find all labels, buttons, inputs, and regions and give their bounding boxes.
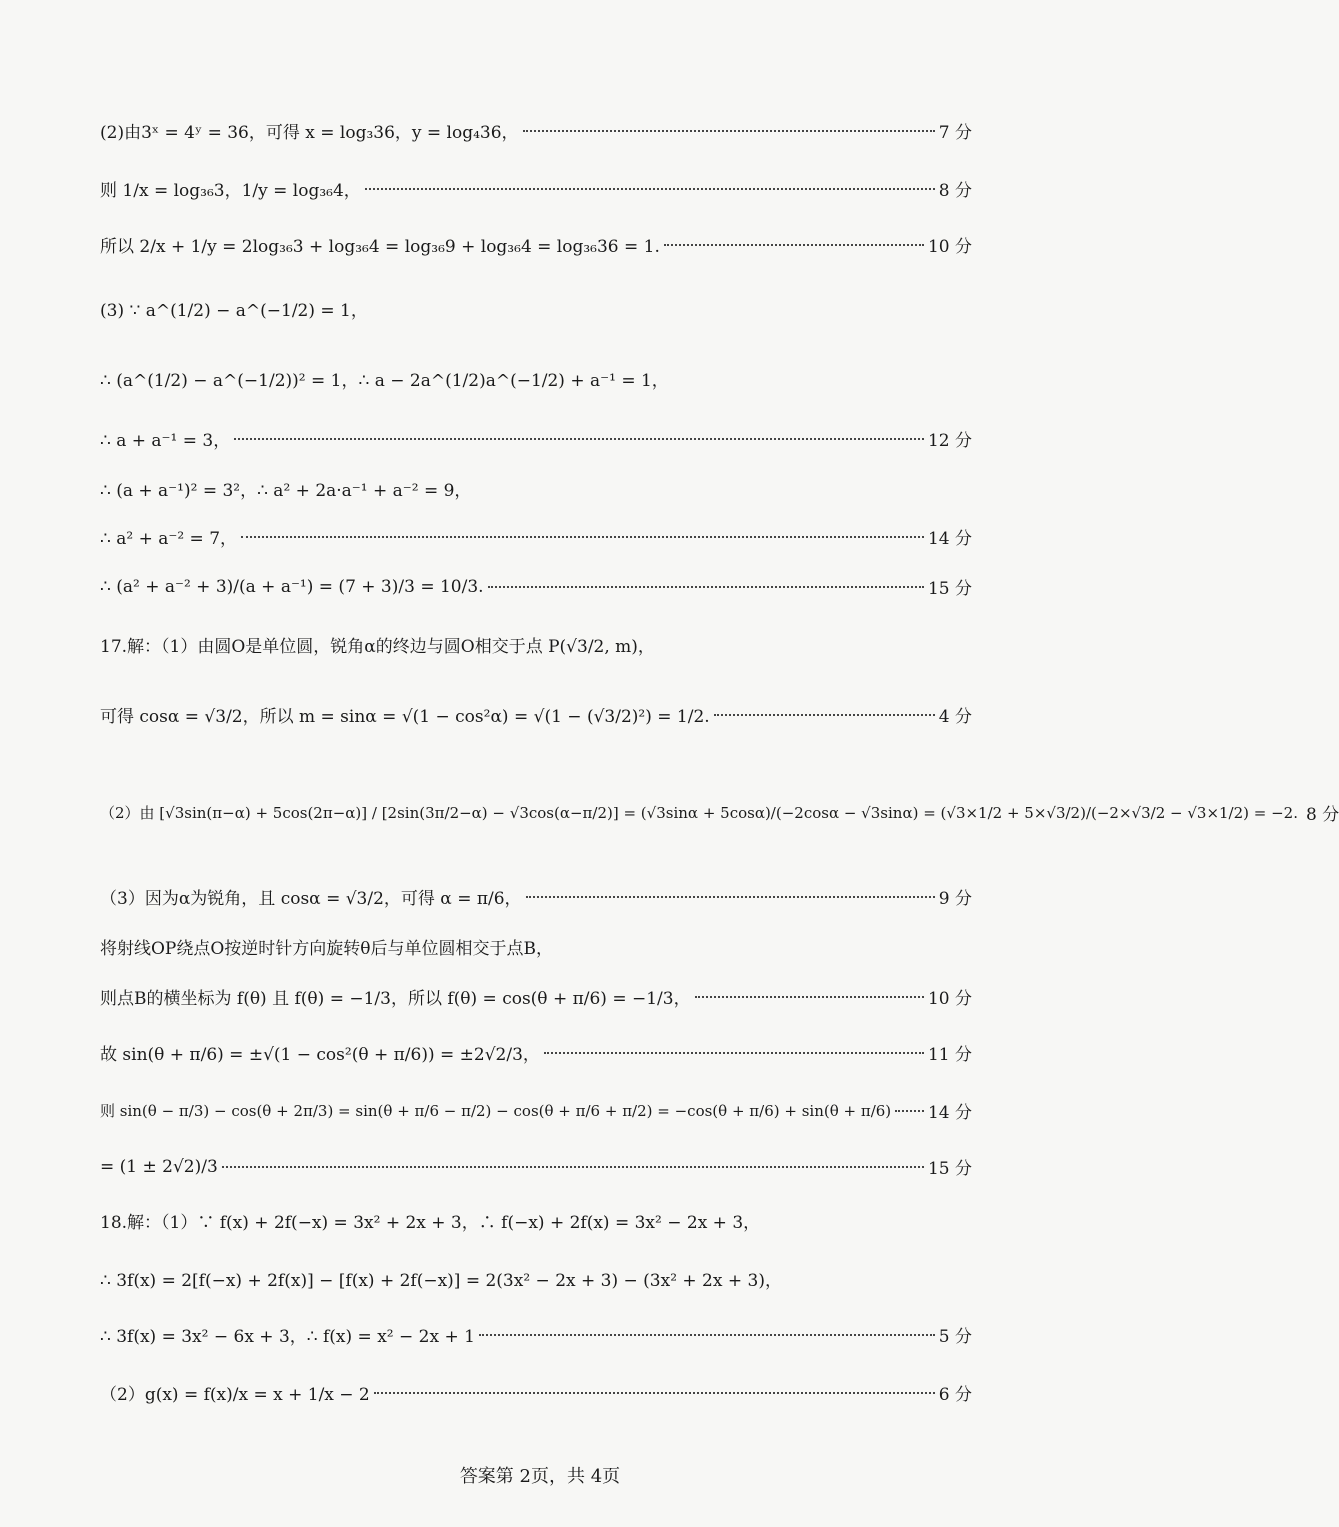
solution-text: 则 1/x = log₃₆3，1/y = log₃₆4， <box>100 181 361 201</box>
problem-heading <box>100 632 972 657</box>
leader-dots <box>526 896 935 898</box>
solution-text: （3）因为α为锐角，且 cosα = √3/2，可得 α = π/6， <box>100 889 522 909</box>
leader-dots <box>488 586 924 588</box>
solution-line <box>100 984 972 1009</box>
problem-heading <box>100 1208 972 1233</box>
solution-text: （2）g(x) = f(x)/x = x + 1/x − 2 <box>100 1385 370 1405</box>
score-label: 15 分 <box>927 1159 972 1179</box>
solution-text: ∴ a² + a⁻² = 7， <box>100 529 238 549</box>
solution-text: 所以 2/x + 1/y = 2log₃₆3 + log₃₆4 = log₃₆9 + log₃₆4 = log₃₆36 = 1. <box>100 237 660 257</box>
solution-text: ∴ 3f(x) = 3x² − 6x + 3，∴ f(x) = x² − 2x + 1 <box>100 1327 475 1347</box>
leader-dots <box>895 1110 924 1112</box>
score-label: 4 分 <box>938 707 972 727</box>
leader-dots <box>241 536 924 538</box>
score-label: 10 分 <box>927 237 972 257</box>
solution-text: ∴ a + a⁻¹ = 3， <box>100 431 231 451</box>
leader-dots <box>479 1334 935 1336</box>
score-label: 14 分 <box>927 1103 972 1123</box>
score-label: 10 分 <box>927 989 972 1009</box>
solution-line <box>100 1380 972 1405</box>
score-label: 8 分 <box>938 181 972 201</box>
solution-text: (2)由3ˣ = 4ʸ = 36，可得 x = log₃36，y = log₄36， <box>100 123 519 143</box>
score-label: 6 分 <box>938 1385 972 1405</box>
solution-line <box>100 1040 972 1065</box>
leader-dots <box>365 188 935 190</box>
solution-text: ∴ (a + a⁻¹)² = 3²，∴ a² + 2a·a⁻¹ + a⁻² = 9， <box>100 481 472 501</box>
solution-line <box>100 366 972 391</box>
leader-dots <box>222 1166 924 1168</box>
solution-text: = (1 ± 2√2)/3 <box>100 1156 218 1177</box>
solution-line <box>100 296 972 321</box>
solution-text: 17.解：（1）由圆O是单位圆，锐角α的终边与圆O相交于点 P(√3/2, m)， <box>100 637 655 657</box>
score-label: 11 分 <box>927 1045 972 1065</box>
leader-dots <box>374 1392 935 1394</box>
leader-dots <box>695 996 924 998</box>
solution-text: 则 sin(θ − π/3) − cos(θ + 2π/3) = sin(θ + π/6 − π/2) − cos(θ + π/6 + π/2) = −cos(θ + π/6) + sin(θ + π/6) <box>100 1102 892 1120</box>
score-label: 14 分 <box>927 529 972 549</box>
solution-line <box>100 1266 972 1291</box>
solution-text: 将射线OP绕点O按逆时针方向旋转θ后与单位圆相交于点B， <box>100 939 554 959</box>
solution-text: 则点B的横坐标为 f(θ) 且 f(θ) = −1/3，所以 f(θ) = cos(θ + π/6) = −1/3， <box>100 989 691 1009</box>
solution-line <box>100 800 1339 825</box>
leader-dots <box>714 714 935 716</box>
score-label: 9 分 <box>938 889 972 909</box>
solution-line <box>100 118 972 143</box>
solution-line <box>100 232 972 257</box>
solution-text: ∴ (a^(1/2) − a^(−1/2))² = 1，∴ a − 2a^(1/2)a^(−1/2) + a⁻¹ = 1， <box>100 371 669 391</box>
score-label: 12 分 <box>927 431 972 451</box>
leader-dots <box>234 438 924 440</box>
solution-line <box>100 426 972 451</box>
solution-text: ∴ 3f(x) = 2[f(−x) + 2f(x)] − [f(x) + 2f(−x)] = 2(3x² − 2x + 3) − (3x² + 2x + 3)， <box>100 1271 782 1291</box>
solution-line <box>100 524 972 549</box>
score-label: 5 分 <box>938 1327 972 1347</box>
solution-text: （2）由 [√3sin(π−α) + 5cos(2π−α)] / [2sin(3π/2−α) − √3cos(α−π/2)] = (√3sinα + 5cosα)/(−2cosα − √3sinα) = (√3×1/2 + 5×√3/2)/(−2×√3/2 − √3×1/2) = −2. <box>100 804 1298 822</box>
leader-dots <box>544 1052 924 1054</box>
solution-line <box>100 1098 972 1123</box>
solution-line <box>100 884 972 909</box>
solution-line <box>100 574 972 599</box>
score-label: 7 分 <box>938 123 972 143</box>
solution-text: 故 sin(θ + π/6) = ±√(1 − cos²(θ + π/6)) = ±2√2/3， <box>100 1045 540 1065</box>
solution-line <box>100 176 972 201</box>
leader-dots <box>523 130 935 132</box>
solution-text: ∴ (a² + a⁻² + 3)/(a + a⁻¹) = (7 + 3)/3 = 10/3. <box>100 576 484 597</box>
solution-line <box>100 1154 972 1179</box>
score-label: 8 分 <box>1306 805 1339 825</box>
leader-dots <box>664 244 924 246</box>
solution-line <box>100 476 972 501</box>
solution-text: (3) ∵ a^(1/2) − a^(−1/2) = 1， <box>100 301 368 321</box>
solution-line <box>100 934 972 959</box>
score-label: 15 分 <box>927 579 972 599</box>
solution-line <box>100 1322 972 1347</box>
solution-text: 可得 cosα = √3/2，所以 m = sinα = √(1 − cos²α) = √(1 − (√3/2)²) = 1/2. <box>100 707 710 727</box>
solution-line <box>100 702 972 727</box>
page-footer: 答案第 2页，共 4页 <box>459 1466 621 1487</box>
solution-text: 18.解：（1）∵ f(x) + 2f(−x) = 3x² + 2x + 3，∴ f(−x) + 2f(x) = 3x² − 2x + 3， <box>100 1213 761 1233</box>
